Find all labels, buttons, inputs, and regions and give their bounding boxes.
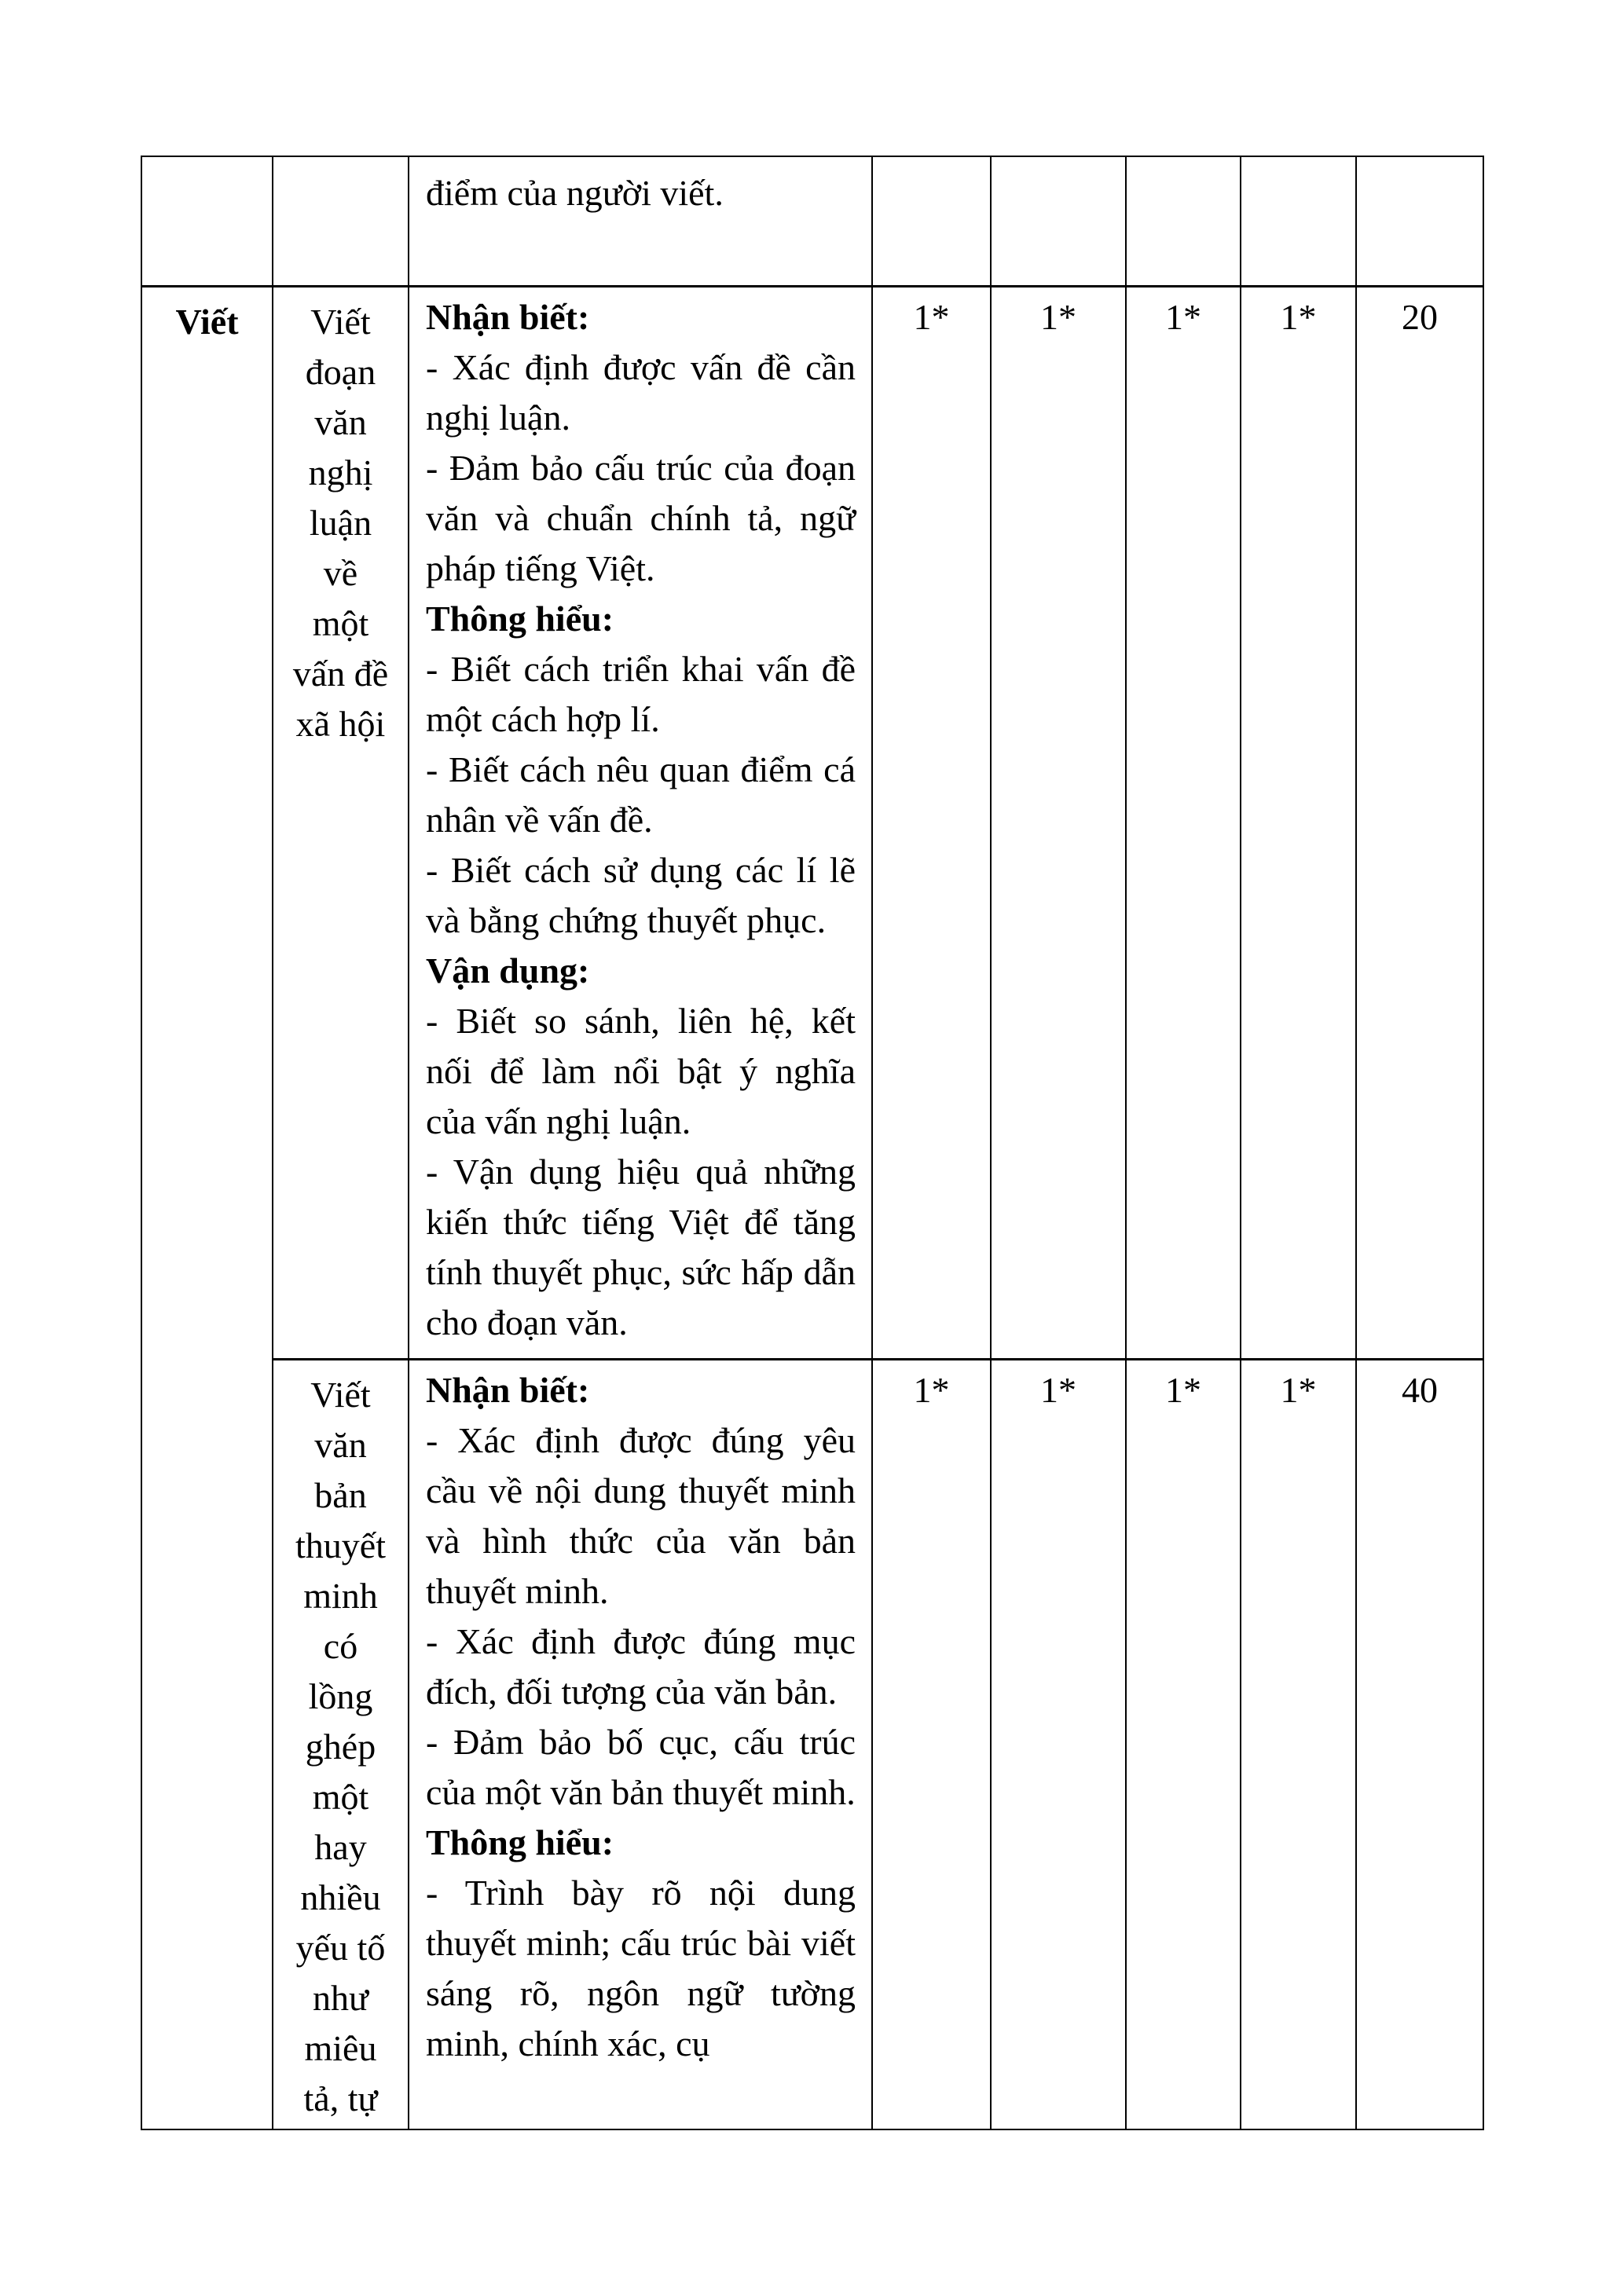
unit-name-line: ghép [305,1727,376,1767]
criteria-level-heading: Vận dụng: [426,950,590,991]
cell-mark-comprehension-1: 1* [991,287,1126,1360]
unit-name-line: nhiều [300,1877,381,1917]
criteria-item: - Xác định được đúng yêu cầu về nội dung thuyết minh và hình thức của văn bản thuyết minh. [426,1420,856,1611]
cell-mark-high-application-1: 1* [1241,287,1356,1360]
criteria-item: - Đảm bảo cấu trúc của đoạn văn và chuẩn chính tả, ngữ pháp tiếng Việt. [426,448,856,588]
unit-name-line: văn [314,402,367,442]
assessment-matrix-table [141,156,1484,2130]
cell-empty-mark-4 [1241,156,1356,287]
cell-empty-mark-3 [1126,156,1241,287]
cell-mark-recognition-2: 1* [872,1360,991,2130]
unit-name-line: thuyết [295,1525,386,1565]
unit-name-line: Viết [310,1375,371,1415]
criteria-level-heading: Nhận biết: [426,1370,590,1410]
cell-total-percent-2: 40 [1356,1360,1483,2130]
criteria-level-heading: Nhận biết: [426,297,590,337]
cell-empty-mark-2 [991,156,1126,287]
unit-name-line: vấn đề [292,654,389,694]
unit-name-line: nghị [308,452,373,493]
table-row-carryover [141,156,1483,287]
unit-name-line: lồng [308,1676,373,1716]
unit-name-line: tả, tự [303,2078,378,2118]
unit-name-line: bản [314,1475,367,1515]
criteria-item: - Đảm bảo bố cục, cấu trúc của một văn bản thuyết minh. [426,1722,856,1812]
criteria-item: - Biết cách nêu quan điểm cá nhân về vấn đề. [426,749,856,840]
cell-assessment-criteria-1 [409,287,872,1360]
criteria-level-heading: Thông hiểu: [426,1822,614,1862]
cell-content-unit-2 [273,1360,409,2130]
cell-criteria-carryover [409,156,872,287]
unit-name-line: luận [309,503,372,543]
cell-assessment-criteria-2 [409,1360,872,2130]
cell-mark-application-1: 1* [1126,287,1241,1360]
cell-mark-recognition-1: 1* [872,287,991,1360]
cell-empty-unit [273,156,409,287]
unit-name-line: minh [303,1576,378,1616]
cell-empty-mark-1 [872,156,991,287]
unit-name-line: một [312,1777,369,1817]
unit-name-line: có [323,1626,358,1666]
criteria-item: - Biết cách triển khai vấn đề một cách hợp lí. [426,649,856,739]
criteria-item: - Xác định được đúng mục đích, đối tượng của văn bản. [426,1621,856,1712]
unit-name-line: miêu [304,2028,377,2068]
criteria-item: - Trình bày rõ nội dung thuyết minh; cấu trúc bài viết sáng rõ, ngôn ngữ tường minh, chính xác, cụ [426,1873,856,2063]
criteria-item: - Xác định được vấn đề cần nghị luận. [426,347,856,438]
criteria-level-heading: Thông hiểu: [426,599,614,639]
unit-name-line: một [312,603,369,643]
cell-mark-high-application-2: 1* [1241,1360,1356,2130]
table-row-unit-1 [141,287,1483,1360]
cell-skill-label: Viết [141,287,273,2130]
unit-name-line: đoạn [305,352,376,392]
criteria-carryover-text: điểm của người viết. [426,173,724,213]
criteria-item: - Biết cách sử dụng các lí lẽ và bằng chứng thuyết phục. [426,850,856,940]
criteria-item: - Biết so sánh, liên hệ, kết nối để làm nổi bật ý nghĩa của vấn nghị luận. [426,1001,856,1141]
cell-empty-total [1356,156,1483,287]
cell-empty-skill [141,156,273,287]
unit-name-line: yếu tố [295,1928,386,1968]
unit-name-line: hay [314,1827,367,1867]
cell-content-unit-1 [273,287,409,1360]
unit-name-line: về [323,553,358,593]
cell-total-percent-1: 20 [1356,287,1483,1360]
unit-name-line: văn [314,1425,367,1465]
criteria-item: - Vận dụng hiệu quả những kiến thức tiếng Việt để tăng tính thuyết phục, sức hấp dẫn cho đoạn văn. [426,1152,856,1342]
cell-mark-application-2: 1* [1126,1360,1241,2130]
unit-name-line: như [313,1978,368,2018]
cell-mark-comprehension-2: 1* [991,1360,1126,2130]
unit-name-line: xã hội [295,704,386,744]
unit-name-line: Viết [310,302,371,342]
table-row-unit-2 [141,1360,1483,2130]
